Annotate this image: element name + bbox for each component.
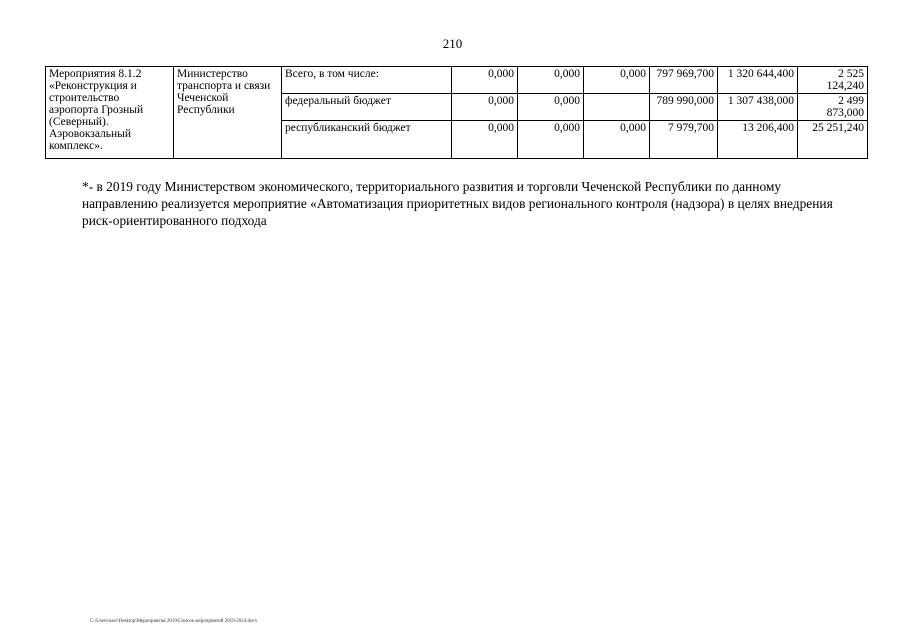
value-cell: 0,000 xyxy=(452,121,518,159)
value-cell: 797 969,700 xyxy=(650,67,718,94)
footer-file-path: C:\Users\user\Desktop\Мероприятия 2019\Список мероприятий 2019-2024.docx xyxy=(90,619,258,624)
measure-cell: Мероприятия 8.1.2 «Реконструкция и строительство аэропорта Грозный (Северный). Аэровокзальный комплекс». xyxy=(46,67,174,159)
value-cell: 25 251,240 xyxy=(798,121,868,159)
responsible-cell: Министерство транспорта и связи Чеченской Республики xyxy=(174,67,282,159)
value-cell: 0,000 xyxy=(452,67,518,94)
budget-table xyxy=(45,66,868,159)
value-cell xyxy=(584,94,650,121)
page-number: 210 xyxy=(442,36,463,51)
source-cell: Всего, в том числе: xyxy=(282,67,452,94)
value-cell: 0,000 xyxy=(518,67,584,94)
value-cell: 0,000 xyxy=(518,121,584,159)
value-cell: 2 499 873,000 xyxy=(798,94,868,121)
value-cell: 789 990,000 xyxy=(650,94,718,121)
value-cell: 1 320 644,400 xyxy=(718,67,798,94)
value-cell: 1 307 438,000 xyxy=(718,94,798,121)
value-cell: 0,000 xyxy=(584,121,650,159)
value-cell: 13 206,400 xyxy=(718,121,798,159)
source-cell: федеральный бюджет xyxy=(282,94,452,121)
source-cell: республиканский бюджет xyxy=(282,121,452,159)
value-cell: 0,000 xyxy=(452,94,518,121)
value-cell: 2 525 124,240 xyxy=(798,67,868,94)
value-cell: 7 979,700 xyxy=(650,121,718,159)
value-cell: 0,000 xyxy=(518,94,584,121)
table-row xyxy=(46,67,868,94)
footnote: *- в 2019 году Министерством экономического, территориального развития и торговли Чеченской Республики по данному направлению реализуется мероприятие «Автоматизация приоритетных видов регионального контроля (надзора) в целях внедрения риск-ориентированного подхода xyxy=(82,179,833,228)
value-cell: 0,000 xyxy=(584,67,650,94)
